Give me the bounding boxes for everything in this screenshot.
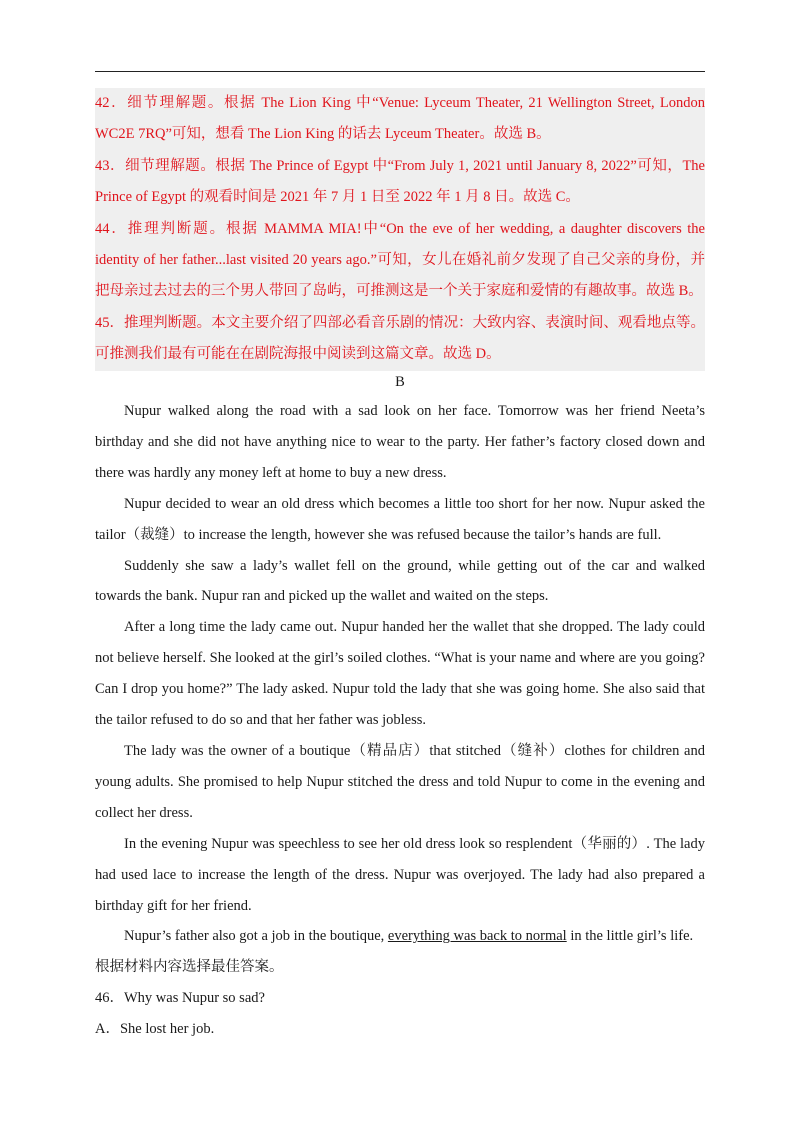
section-heading: B — [395, 374, 405, 390]
underlined-phrase: everything was back to normal — [387, 928, 567, 945]
passage-paragraph-1: Nupur walked along the road with a sad look on her face. Tomorrow was her friend Neeta’s birthday and she did not have anything nice to wear to the party. Her father’s factory closed down and there was hardly any money left at home to buy a new dress. — [95, 403, 705, 481]
option-a: A．She lost her job. — [95, 1021, 215, 1038]
reading-passage — [95, 396, 705, 1045]
answer-44: 44．推理判断题。根据 MAMMA MIA!中“On the eve of her wedding, a daughter discovers the identity of her father...last visited 20 years ago.”可知，女儿在婚礼前夕发现了自己父亲的身份，并把母亲过去过去的三个男人带回了岛屿，可推测这是一个关于家庭和爱情的有趣故事。故选 B。 — [95, 220, 705, 300]
answer-45: 45．推理判断题。本文主要介绍了四部必看音乐剧的情况：大致内容、表演时间、观看地点等。可推测我们最有可能在在剧院海报中阅读到这篇文章。故选 D。 — [95, 314, 705, 363]
passage-paragraph-4: After a long time the lady came out. Nupur handed her the wallet that she dropped. The lady could not believe herself. She looked at the girl’s soiled clothes. “What is your name and where are you going? Can I drop you home?” The lady asked. Nupur told the lady that she was going home. She also said that the tailor refused to do so and that her father was jobless. — [95, 619, 705, 729]
answer-43: 43．细节理解题。根据 The Prince of Egypt 中“From July 1, 2021 until January 8, 2022”可知，The Prince of Egypt 的观看时间是 2021 年 7 月 1 日至 2022 年 1 月 8 日。故选 C。 — [95, 157, 705, 206]
passage-paragraph-6: In the evening Nupur was speechless to see her old dress look so resplendent（华丽的）. The lady had used lace to increase the length of the dress. Nupur was overjoyed. The lady had also prepared a birthday gift for her friend. — [95, 835, 705, 914]
passage-paragraph-5: The lady was the owner of a boutique（精品店）that stitched（缝补）clothes for children and young adults. She promised to help Nupur stitched the dress and told Nupur to come in the evening and collect her dress. — [95, 742, 705, 821]
paragraph-text: in the little girl’s life. — [566, 928, 694, 945]
question-46: 46．Why was Nupur so sad? — [95, 990, 265, 1007]
passage-paragraph-3: Suddenly she saw a lady’s wallet fell on the ground, while getting out of the car and walked towards the bank. Nupur ran and picked up the wallet and waited on the steps. — [95, 557, 705, 605]
paragraph-text: Nupur’s father also got a job in the boutique, — [124, 928, 388, 945]
passage-paragraph-7 — [95, 921, 705, 952]
header-rule — [95, 71, 705, 72]
passage-paragraph-2: Nupur decided to wear an old dress which becomes a little too short for her now. Nupur asked the tailor（裁缝）to increase the length, however she was refused because the tailor’s hands are full. — [95, 495, 705, 543]
answer-42: 42．细节理解题。根据 The Lion King 中“Venue: Lyceum Theater, 21 Wellington Street, London WC2E 7RQ”可知，想看 The Lion King 的话去 Lyceum Theater。故选 B。 — [95, 95, 705, 143]
answer-explanations — [95, 88, 705, 371]
instruction-text: 根据材料内容选择最佳答案。 — [95, 959, 284, 976]
